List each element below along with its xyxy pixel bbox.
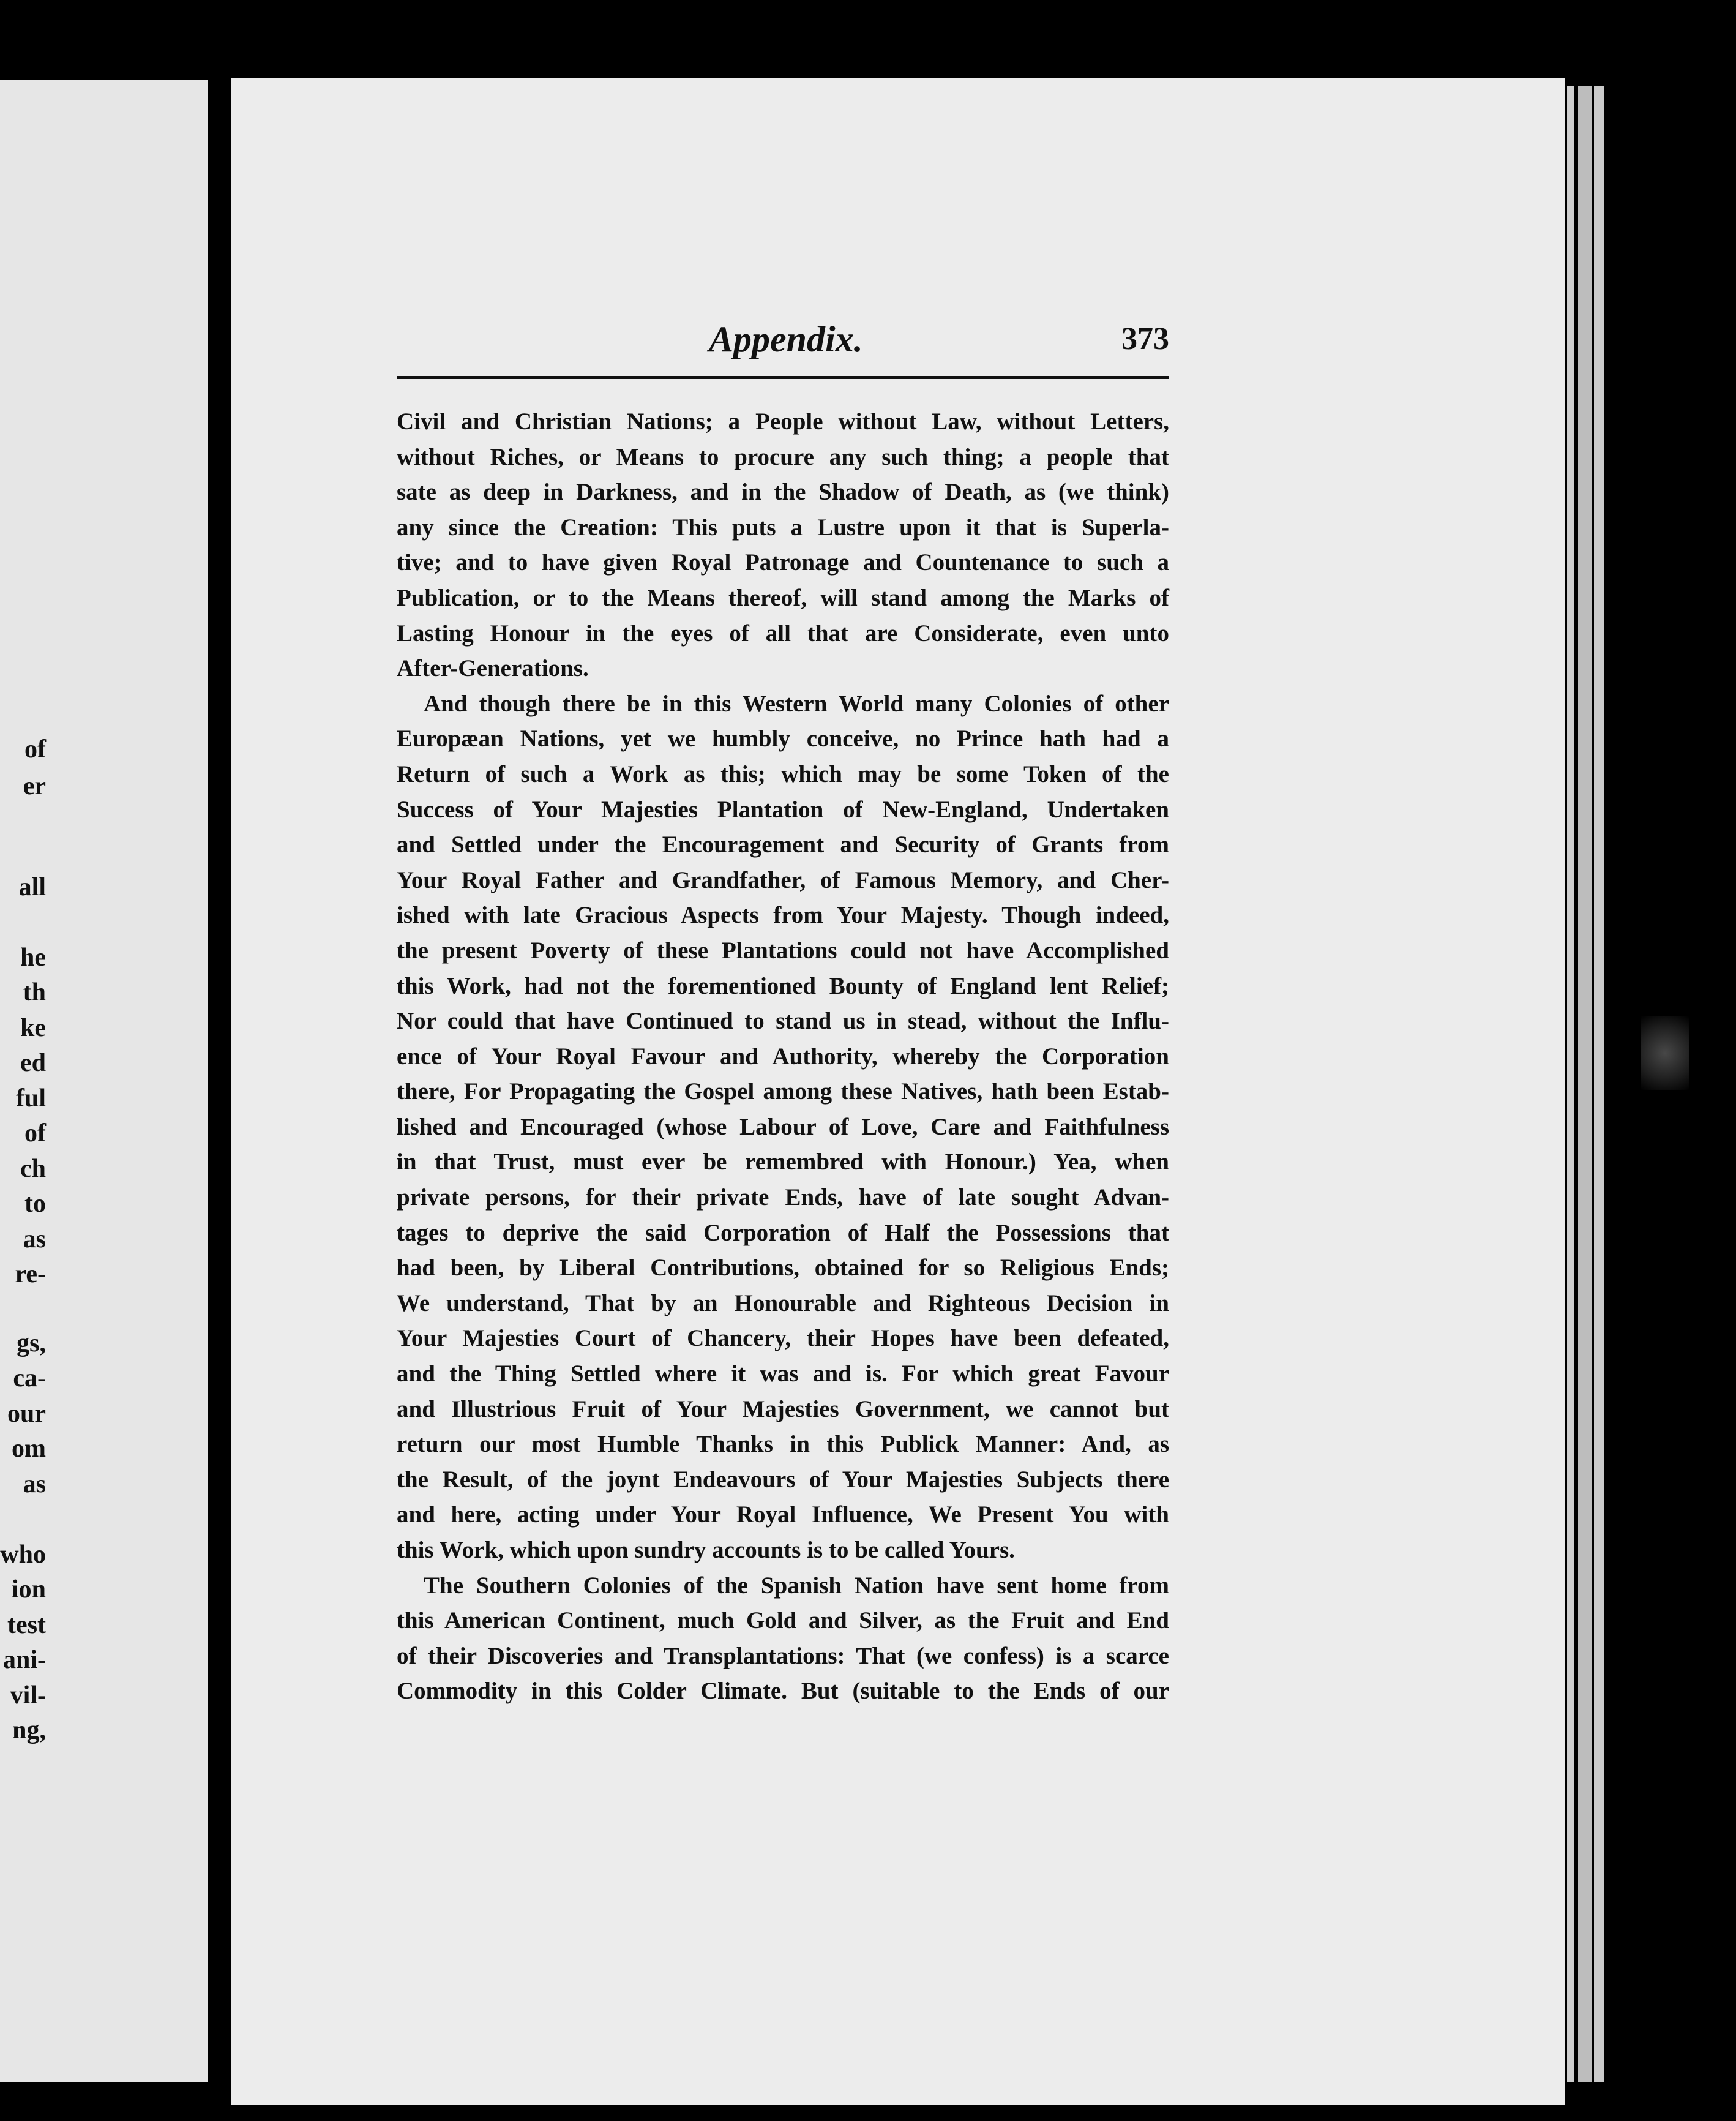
facing-page-text-fragment: as bbox=[23, 1225, 46, 1253]
text-line: of their Discoveries and Transplantations: That (we confess) is a scarce bbox=[397, 1642, 1169, 1669]
facing-page-text-fragment: er bbox=[23, 772, 46, 800]
facing-page-text-fragment: ful bbox=[15, 1084, 46, 1113]
facing-page-text-fragment: all bbox=[18, 873, 46, 901]
text-line: lished and Encouraged (whose Labour of Love, Care and Faithfulness bbox=[397, 1113, 1169, 1140]
running-head-title: Appendix. bbox=[709, 319, 863, 359]
text-line: Your Royal Father and Grandfather, of Famous Memory, and Cher- bbox=[397, 866, 1169, 893]
text-line: Nor could that have Continued to stand us in stead, without the Influ- bbox=[397, 1008, 1169, 1035]
text-line: Civil and Christian Nations; a People without Law, without Letters, bbox=[397, 408, 1169, 435]
facing-page-text-fragment: vil- bbox=[10, 1681, 46, 1710]
facing-page-text-fragment: gs, bbox=[17, 1329, 46, 1357]
binding-mark bbox=[1641, 1016, 1689, 1090]
text-line: After-Generations. bbox=[397, 655, 589, 682]
text-line: in that Trust, must ever be remembred with Honour.) Yea, when bbox=[397, 1149, 1169, 1176]
header-rule bbox=[397, 376, 1169, 379]
facing-page-text-fragment: om bbox=[12, 1435, 46, 1463]
facing-page-text-fragment: of bbox=[24, 735, 46, 764]
text-line: without Riches, or Means to procure any such thing; a people that bbox=[397, 443, 1169, 470]
facing-page-text-fragment: re- bbox=[15, 1260, 46, 1288]
text-line: Europæan Nations, yet we humbly conceive, no Prince hath had a bbox=[397, 726, 1169, 753]
text-line: the Result, of the joynt Endeavours of Your Majesties Subjects there bbox=[397, 1466, 1169, 1493]
text-line: this Work, had not the forementioned Bounty of England lent Relief; bbox=[397, 972, 1169, 999]
running-head bbox=[397, 312, 1169, 380]
facing-page-text-fragment: as bbox=[23, 1470, 46, 1498]
facing-page-text-fragment: ion bbox=[11, 1575, 46, 1604]
facing-page-text-fragment: he bbox=[20, 944, 46, 972]
text-line: tive; and to have given Royal Patronage and Countenance to such a bbox=[397, 549, 1169, 576]
text-line: Return of such a Work as this; which may be some Token of the bbox=[397, 760, 1169, 787]
text-line: The Southern Colonies of the Spanish Nation have sent home from bbox=[424, 1572, 1169, 1599]
text-line: and Settled under the Encouragement and Security of Grants from bbox=[397, 832, 1169, 858]
text-line: the present Poverty of these Plantations could not have Accomplished bbox=[397, 937, 1169, 964]
text-line: sate as deep in Darkness, and in the Shadow of Death, as (we think) bbox=[397, 479, 1169, 506]
text-line: and the Thing Settled where it was and is. For which great Favour bbox=[397, 1361, 1169, 1387]
facing-page-text-fragment: of bbox=[24, 1119, 46, 1147]
text-line: Success of Your Majesties Plantation of New-England, Undertaken bbox=[397, 796, 1169, 823]
text-line: return our most Humble Thanks in this Publick Manner: And, as bbox=[397, 1431, 1169, 1458]
text-line: any since the Creation: This puts a Lustre upon it that is Superla- bbox=[397, 514, 1169, 541]
text-line: Lasting Honour in the eyes of all that are Considerate, even unto bbox=[397, 620, 1169, 647]
page-edge bbox=[1567, 86, 1574, 2082]
text-line: And though there be in this Western World many Colonies of other bbox=[424, 690, 1169, 717]
text-line: Publication, or to the Means thereof, will stand among the Marks of bbox=[397, 584, 1169, 611]
page-edge bbox=[1578, 86, 1592, 2082]
facing-page-text-fragment: who bbox=[0, 1541, 46, 1569]
facing-page-edge bbox=[0, 80, 208, 2082]
facing-page-text-fragment: ng, bbox=[12, 1716, 46, 1744]
facing-page-text-fragment: test bbox=[7, 1611, 46, 1639]
text-line: and Illustrious Fruit of Your Majesties Government, we cannot but bbox=[397, 1395, 1169, 1422]
text-line: private persons, for their private Ends, have of late sought Advan- bbox=[397, 1184, 1169, 1211]
text-line: this Work, which upon sundry accounts is to be called Yours. bbox=[397, 1537, 1015, 1563]
page-edge bbox=[1594, 86, 1604, 2082]
facing-page-text-fragment: ani- bbox=[2, 1646, 46, 1674]
facing-page-text-fragment: ed bbox=[20, 1049, 46, 1077]
text-line: tages to deprive the said Corporation of Half the Possessions that bbox=[397, 1219, 1169, 1246]
text-line: had been, by Liberal Contributions, obtained for so Religious Ends; bbox=[397, 1255, 1169, 1282]
text-line: this American Continent, much Gold and Silver, as the Fruit and End bbox=[397, 1607, 1169, 1634]
facing-page-text-fragment: ca- bbox=[13, 1364, 46, 1392]
facing-page-text-fragment: th bbox=[23, 978, 46, 1007]
text-line: ence of Your Royal Favour and Authority, whereby the Corporation bbox=[397, 1043, 1169, 1070]
facing-page-text-fragment: ch bbox=[20, 1155, 46, 1183]
text-line: Commodity in this Colder Climate. But (suitable to the Ends of our bbox=[397, 1678, 1169, 1705]
body-text bbox=[397, 404, 1169, 1709]
facing-page-text-fragment: to bbox=[24, 1190, 46, 1218]
text-line: We understand, That by an Honourable and Righteous Decision in bbox=[397, 1289, 1169, 1316]
page-number: 373 bbox=[1121, 321, 1169, 356]
facing-page-text-fragment: our bbox=[7, 1400, 46, 1428]
facing-page-text-fragment: ke bbox=[20, 1014, 46, 1042]
text-line: and here, acting under Your Royal Influence, We Present You with bbox=[397, 1501, 1169, 1528]
text-line: there, For Propagating the Gospel among these Natives, hath been Estab- bbox=[397, 1078, 1169, 1105]
text-line: ished with late Gracious Aspects from Your Majesty. Though indeed, bbox=[397, 902, 1169, 929]
text-line: Your Majesties Court of Chancery, their Hopes have been defeated, bbox=[397, 1325, 1169, 1352]
